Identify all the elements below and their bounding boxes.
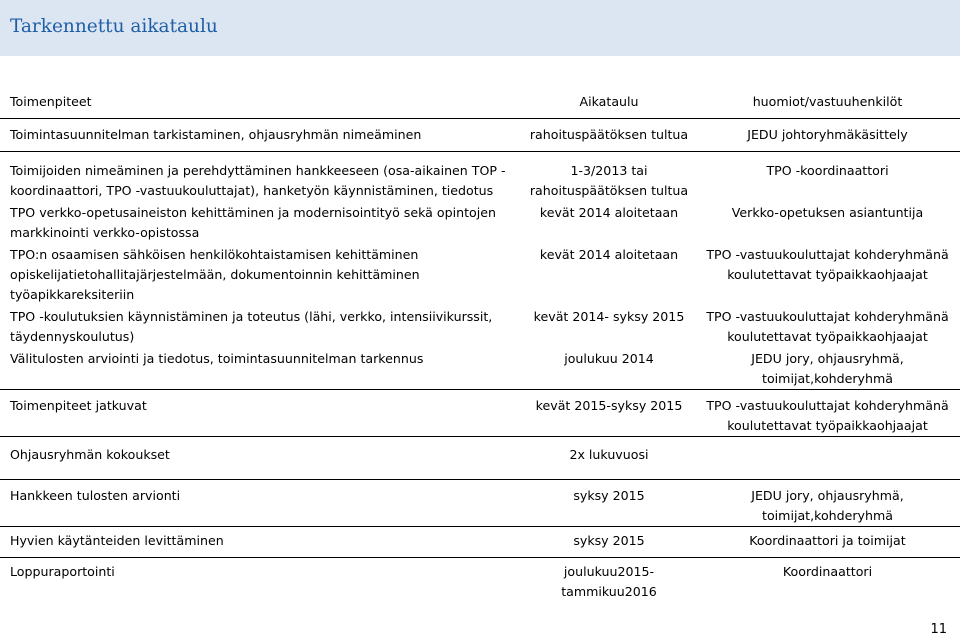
header-responsible: huomiot/vastuuhenkilöt [695,86,960,119]
row-action: Hyvien käytänteiden levittäminen [0,527,523,558]
row-schedule: joulukuu 2014 [523,347,695,390]
row-action: TPO verkko-opetusaineiston kehittäminen ja modernisointityö sekä opintojen markkinointi verkko-opistossa [10,205,496,240]
row-action: Toimintasuunnitelman tarkistaminen, ohjausryhmän nimeäminen [0,119,523,152]
row-responsible: Koordinaattori ja toimijat [695,527,960,558]
table-row [0,527,960,558]
row-schedule: kevät 2014 aloitetaan [539,247,679,262]
row-schedule: syksy 2015 [523,527,695,558]
row-schedule: 1-3/2013 tai rahoituspäätöksen tultua [529,163,689,198]
slide-title: Tarkennettu aikataulu [10,16,218,37]
row-responsible: JEDU johtoryhmäkäsittely [695,119,960,152]
table-row [0,437,960,480]
row-responsible [695,437,960,480]
table-row [0,119,960,152]
row-responsible: TPO -koordinaattori [766,163,889,178]
row-schedule: kevät 2015-syksy 2015 [523,390,695,437]
row-schedule: 2x lukuvuosi [523,437,695,480]
row-schedule: joulukuu2015- tammikuu2016 [561,564,657,599]
row-responsible: Verkko-opetuksen asiantuntija [731,205,924,220]
page-number: 11 [930,622,947,637]
row-responsible: TPO -vastuukouluttajat kohderyhmänä koulutettavat työpaikkaohjaajat [695,390,960,437]
table-row [0,152,960,202]
table-row [0,305,960,347]
row-responsible: JEDU jory, ohjausryhmä, toimijat,kohderyhmä [695,347,960,390]
schedule-table [0,86,960,602]
row-schedule: kevät 2014 aloitetaan [539,205,679,220]
row-responsible: TPO -vastuukouluttajat kohderyhmänä koulutettavat työpaikkaohjaajat [706,309,949,344]
table-row [0,558,960,603]
row-action: Loppuraportointi [10,564,115,579]
row-action: TPO:n osaamisen sähköisen henkilökohtaistamisen kehittäminen opiskelijatietohallitajärjestelmään, dokumentoinnin kehittäminen työapikkareksiteriin [10,247,420,302]
row-responsible: Koordinaattori [782,564,873,579]
row-action: TPO -koulutuksien käynnistäminen ja toteutus (lähi, verkko, intensiivikurssit, täydennyskoulutus) [10,309,493,344]
row-schedule: syksy 2015 [523,480,695,527]
table-header-row [0,86,960,119]
table-row [0,243,960,305]
row-action: Ohjausryhmän kokoukset [0,437,523,480]
table-row [0,480,960,527]
row-action: Toimenpiteet jatkuvat [0,390,523,437]
row-action: Välitulosten arviointi ja tiedotus, toimintasuunnitelman tarkennus [0,347,523,390]
row-schedule: rahoituspäätöksen tultua [523,119,695,152]
header-schedule: Aikataulu [523,86,695,119]
header-actions: Toimenpiteet [0,86,523,119]
row-responsible: TPO -vastuukouluttajat kohderyhmänä koulutettavat työpaikkaohjaajat [706,247,949,282]
table-row [0,347,960,390]
row-action: Toimijoiden nimeäminen ja perehdyttäminen hankkeeseen (osa-aikainen TOP -koordinaattori, TPO -vastuukouluttajat), hanketyön käynnistäminen, tiedotus [10,163,506,198]
row-schedule: kevät 2014- syksy 2015 [533,309,685,324]
table-row [0,201,960,243]
row-responsible: JEDU jory, ohjausryhmä, toimijat,kohderyhmä [695,480,960,527]
table-row [0,390,960,437]
title-bar [0,0,960,56]
row-action: Hankkeen tulosten arvionti [0,480,523,527]
